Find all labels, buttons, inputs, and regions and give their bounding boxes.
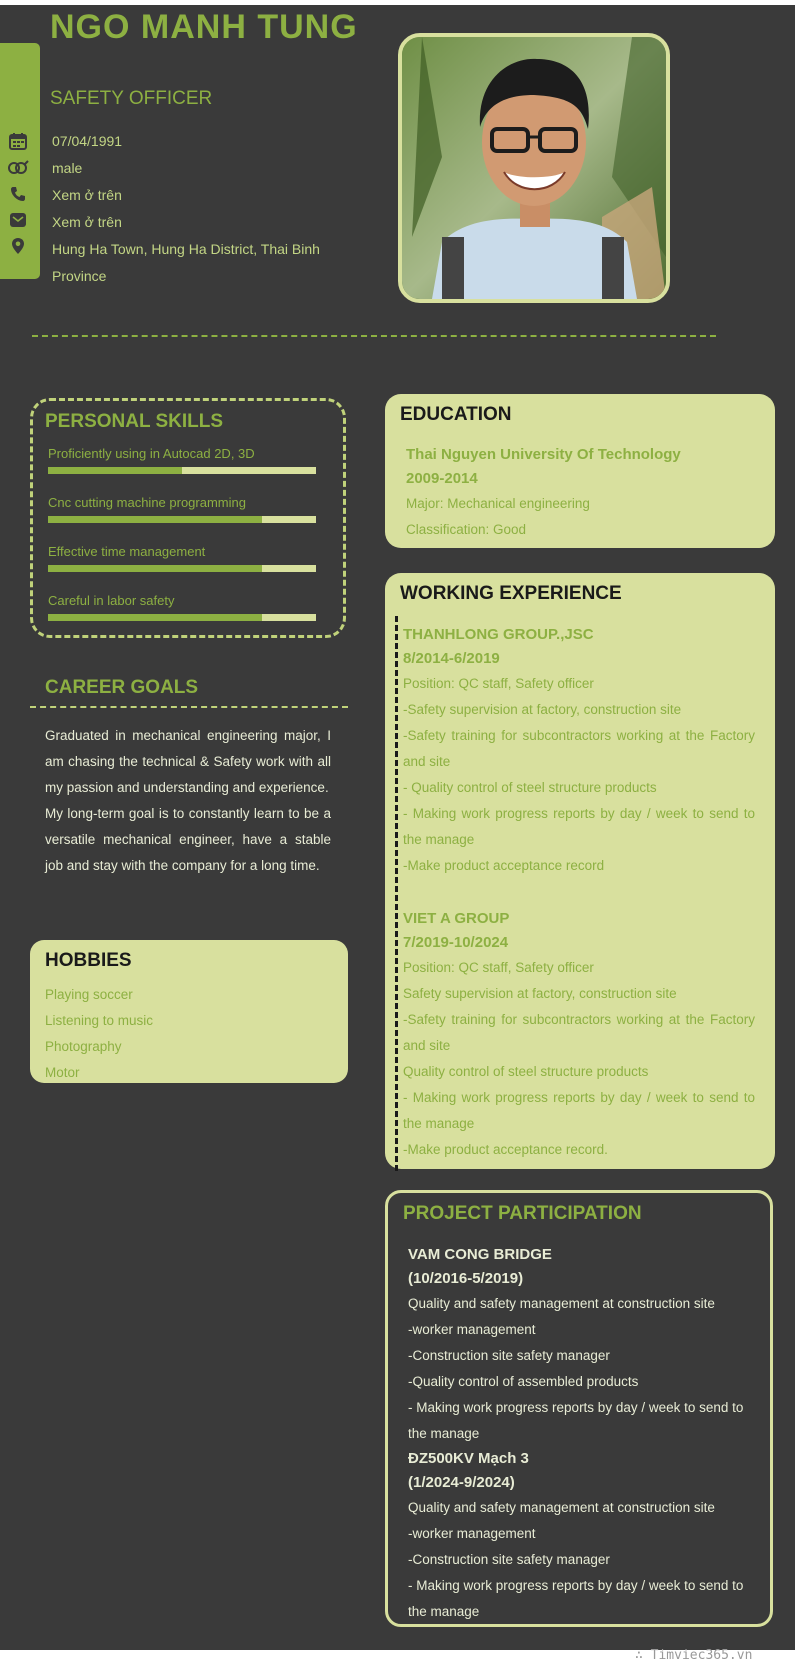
- project-name: ĐZ500KV Mạch 3: [408, 1450, 529, 1467]
- job-duty: - Quality control of steel structure products: [403, 780, 657, 795]
- job-duty: -Safety supervision at factory, construction site: [403, 702, 682, 717]
- hobbies-title: HOBBIES: [45, 950, 132, 971]
- skill-label: Proficiently using in Autocad 2D, 3D: [48, 446, 255, 461]
- project-duty: Quality and safety management at construction site: [408, 1296, 715, 1311]
- education-title: EDUCATION: [400, 404, 512, 425]
- section-divider: [32, 335, 716, 337]
- candidate-name: NGO MANH TUNG: [50, 8, 358, 46]
- skill-bar: [48, 516, 316, 523]
- email: Xem ở trên: [52, 214, 122, 230]
- project-duty: - Making work progress reports by day / week to send to the manage: [408, 1400, 744, 1441]
- skill-bar: [48, 565, 316, 572]
- skill-label: Careful in labor safety: [48, 593, 175, 608]
- contact-icon-strip: [0, 43, 40, 279]
- job-period: 8/2014-6/2019: [403, 650, 500, 667]
- school-name: Thai Nguyen University Of Technology: [406, 446, 681, 463]
- job-duty: Position: QC staff, Safety officer: [403, 676, 594, 691]
- job-period: 7/2019-10/2024: [403, 934, 509, 951]
- phone-icon: [7, 183, 29, 205]
- job-duty: -Make product acceptance record.: [403, 1142, 608, 1157]
- hobby-item: Playing soccer: [45, 987, 133, 1002]
- career-goals-divider: [30, 706, 348, 708]
- projects-title: PROJECT PARTICIPATION: [403, 1203, 642, 1224]
- education-major: Major: Mechanical engineering: [406, 496, 590, 511]
- calendar-icon: [7, 130, 29, 152]
- hobby-item: Photography: [45, 1039, 122, 1054]
- gender: male: [52, 160, 83, 176]
- timeline-line: [395, 616, 398, 1171]
- hobby-item: Motor: [45, 1065, 80, 1080]
- working-experience-card: [385, 573, 775, 1169]
- job-duty: -Make product acceptance record: [403, 858, 605, 873]
- career-goals-title: CAREER GOALS: [45, 677, 199, 698]
- education-classification: Classification: Good: [406, 522, 527, 537]
- job-duty: -Safety training for subcontractors working at the Factory and site: [403, 728, 755, 769]
- job-duty: Safety supervision at factory, construction site: [403, 986, 677, 1001]
- project-duty: - Making work progress reports by day / week to send to the manage: [408, 1578, 744, 1619]
- skill-bar: [48, 467, 316, 474]
- project-period: (1/2024-9/2024): [408, 1474, 515, 1491]
- job-duty: Position: QC staff, Safety officer: [403, 960, 594, 975]
- address: Hung Ha Town, Hung Ha District, Thai Binh Province: [52, 241, 320, 284]
- project-name: VAM CONG BRIDGE: [408, 1246, 552, 1263]
- profile-photo: [398, 33, 670, 303]
- cv-page: [0, 5, 795, 1650]
- personal-skills-card: [30, 398, 346, 638]
- site-watermark: ∴ Timviec365.vn: [635, 1648, 753, 1663]
- job-duty: -Safety training for subcontractors working at the Factory and site: [403, 1012, 755, 1053]
- project-duty: -Quality control of assembled products: [408, 1374, 639, 1389]
- project-duty: -Construction site safety manager: [408, 1348, 610, 1363]
- work-title: WORKING EXPERIENCE: [400, 583, 622, 604]
- career-goal-paragraph: My long-term goal is to constantly learn to be a versatile mechanical engineer, have a stable job and stay with the company for a long time.: [45, 806, 331, 873]
- career-goal-paragraph: Graduated in mechanical engineering major, I am chasing the technical & Safety work with all my passion and understanding and experience.: [45, 728, 331, 795]
- job-duty: - Making work progress reports by day / week to send to the manage: [403, 806, 755, 847]
- location-pin-icon: [7, 235, 29, 257]
- hobby-item: Listening to music: [45, 1013, 154, 1028]
- company-name: VIET A GROUP: [403, 910, 510, 927]
- project-period: (10/2016-5/2019): [408, 1270, 524, 1287]
- project-duty: -worker management: [408, 1322, 536, 1337]
- birth-date: 07/04/1991: [52, 133, 123, 149]
- project-participation-card: [385, 1190, 773, 1627]
- career-goals-text: [45, 723, 331, 879]
- hobbies-card: [30, 940, 348, 1083]
- project-duty: -worker management: [408, 1526, 536, 1541]
- gender-icon: [7, 157, 29, 179]
- job-title: SAFETY OFFICER: [50, 88, 213, 109]
- project-duty: -Construction site safety manager: [408, 1552, 610, 1567]
- job-duty: - Making work progress reports by day / week to send to the manage: [403, 1090, 755, 1131]
- job-duty: Quality control of steel structure products: [403, 1064, 649, 1079]
- phone: Xem ở trên: [52, 187, 122, 203]
- company-name: THANHLONG GROUP.,JSC: [403, 626, 594, 643]
- skills-title: PERSONAL SKILLS: [45, 411, 224, 432]
- mail-icon: [7, 209, 29, 231]
- skill-label: Cnc cutting machine programming: [48, 495, 246, 510]
- education-years: 2009-2014: [406, 470, 478, 487]
- education-card: [385, 394, 775, 548]
- skill-bar: [48, 614, 316, 621]
- skill-label: Effective time management: [48, 544, 206, 559]
- project-duty: Quality and safety management at construction site: [408, 1500, 715, 1515]
